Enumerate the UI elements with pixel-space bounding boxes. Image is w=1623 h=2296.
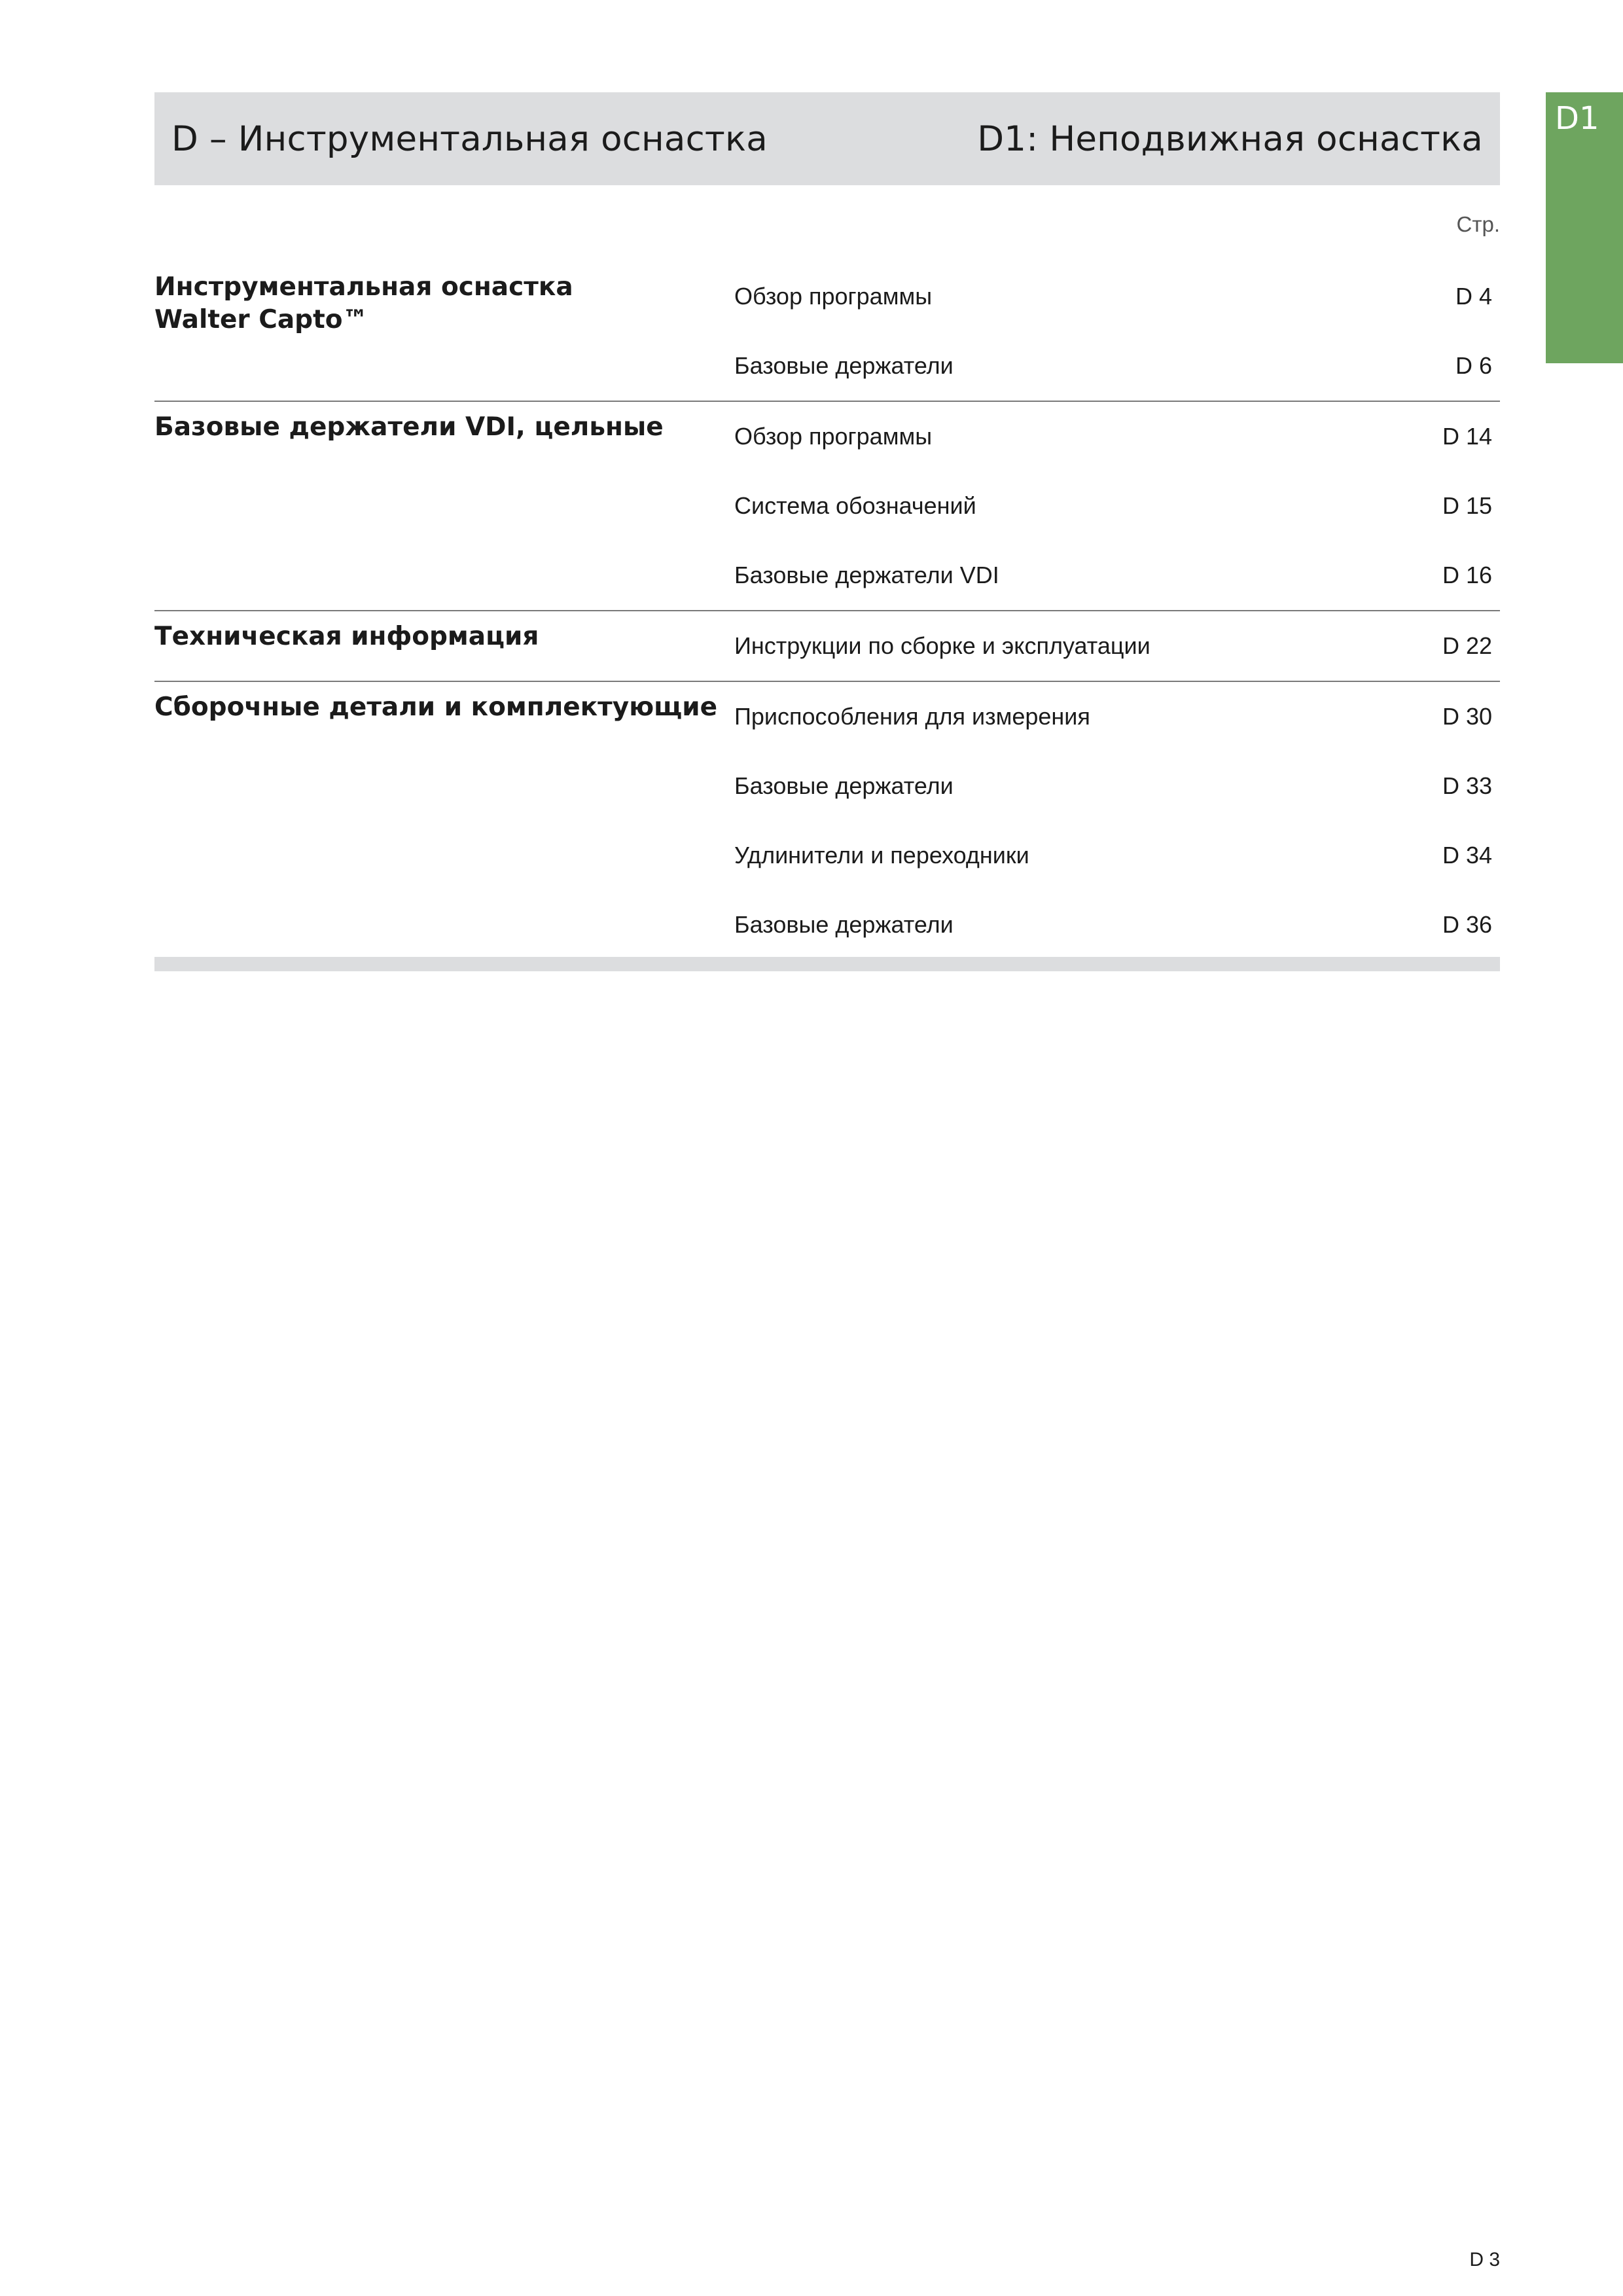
toc-section: [154, 262, 1500, 401]
toc-entry-page: D 16: [1442, 562, 1492, 588]
toc-entry-label: Базовые держатели: [734, 772, 954, 799]
toc-entry-label: Базовые держатели VDI: [734, 562, 999, 588]
toc-entry-label: Удлинители и переходники: [734, 842, 1029, 869]
toc-entry[interactable]: [734, 402, 1500, 471]
toc-entries: [734, 611, 1500, 681]
toc-entry-page: D 6: [1455, 352, 1492, 379]
toc-section: [154, 681, 1500, 960]
toc-entry[interactable]: [734, 541, 1500, 610]
table-of-contents: [154, 262, 1500, 960]
toc-entry[interactable]: [734, 331, 1500, 401]
toc-entry-page: D 34: [1442, 842, 1492, 869]
toc-entry-page: D 4: [1455, 283, 1492, 310]
page-number: D 3: [1469, 2249, 1500, 2270]
toc-entry[interactable]: [734, 682, 1500, 751]
subchapter-title: D1: Неподвижная оснастка: [977, 118, 1483, 159]
toc-entry-page: D 15: [1442, 492, 1492, 519]
header-band: [154, 92, 1500, 185]
toc-entry-page: D 22: [1442, 632, 1492, 659]
toc-entry[interactable]: [734, 262, 1500, 331]
toc-section-title-line: Инструментальная оснастка: [154, 272, 573, 302]
toc-end-divider: [154, 957, 1500, 971]
toc-section-title: [154, 682, 734, 960]
toc-entry[interactable]: [734, 821, 1500, 890]
toc-section-title: [154, 611, 734, 681]
toc-section: [154, 610, 1500, 681]
toc-entry-page: D 30: [1442, 703, 1492, 730]
toc-entries: [734, 262, 1500, 401]
toc-entry-page: D 33: [1442, 772, 1492, 799]
toc-section-title-line: Техническая информация: [154, 622, 539, 651]
toc-section-title: [154, 402, 734, 610]
toc-entry[interactable]: [734, 751, 1500, 821]
toc-entry-label: Обзор программы: [734, 283, 933, 310]
toc-entry-page: D 14: [1442, 423, 1492, 450]
section-tab-label: D1: [1555, 100, 1599, 137]
toc-entries: [734, 402, 1500, 610]
toc-section-title: [154, 262, 734, 401]
toc-entry-label: Система обозначений: [734, 492, 976, 519]
toc-section-title-line: Базовые держатели VDI, цельные: [154, 412, 664, 442]
section-tab[interactable]: [1546, 92, 1623, 363]
toc-section-title-line: Walter Capto™: [154, 305, 368, 334]
toc-entries: [734, 682, 1500, 960]
toc-entry[interactable]: [734, 611, 1500, 681]
toc-entry-label: Базовые держатели: [734, 911, 954, 938]
toc-entry-label: Приспособления для измерения: [734, 703, 1090, 730]
toc-section: [154, 401, 1500, 610]
toc-entry-label: Базовые держатели: [734, 352, 954, 379]
toc-entry-page: D 36: [1442, 911, 1492, 938]
chapter-title: D – Инструментальная оснастка: [171, 118, 768, 159]
toc-entry[interactable]: [734, 890, 1500, 960]
toc-section-title-line: Сборочные детали и комплектующие: [154, 692, 718, 722]
toc-entry-label: Обзор программы: [734, 423, 933, 450]
toc-entry[interactable]: [734, 471, 1500, 541]
toc-entry-label: Инструкции по сборке и эксплуатации: [734, 632, 1150, 659]
page-column-label: Стр.: [1456, 212, 1500, 236]
